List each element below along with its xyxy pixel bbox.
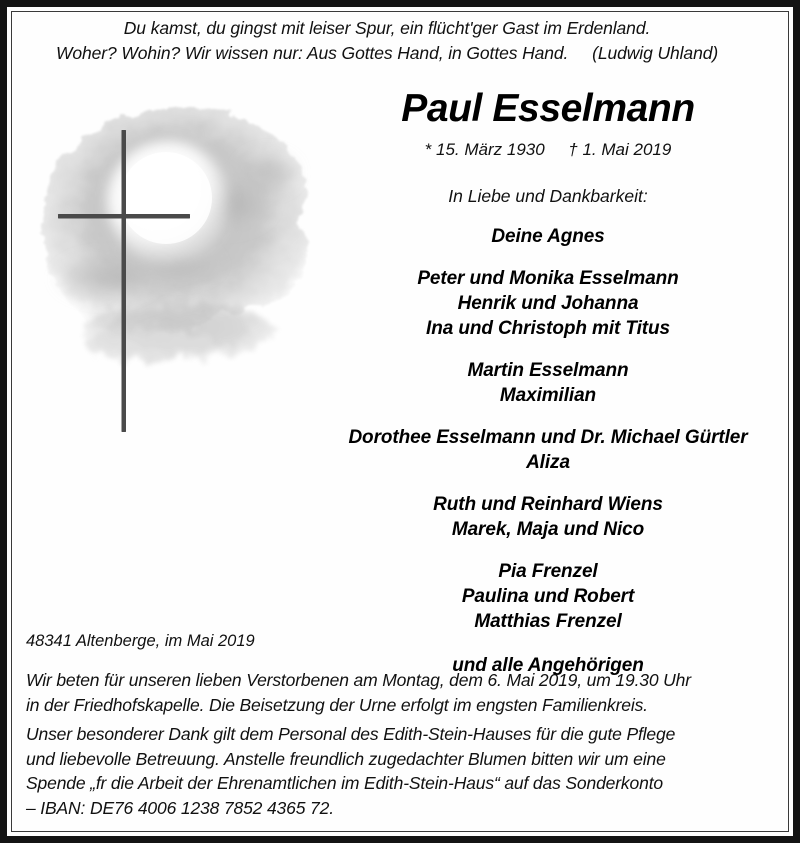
thanks-line-2: und liebevolle Betreuung. Anstelle freundlich zugedachter Blumen bitten wir um eine — [26, 748, 666, 769]
family-member-name: Martin Esselmann — [467, 360, 629, 381]
place-and-date-line: 48341 Altenberge, im Mai 2019 — [26, 632, 255, 650]
family-member-name: Peter und Monika Esselmann — [417, 268, 679, 289]
deceased-name: Paul Esselmann — [401, 87, 695, 130]
thanks-and-donation-paragraph — [26, 722, 758, 820]
moon-core — [120, 152, 212, 244]
life-dates: * 15. März 1930 † 1. Mai 2019 — [424, 140, 672, 159]
family-member-name: Maximilian — [499, 385, 597, 406]
family-member-name: Pia Frenzel — [498, 561, 598, 582]
cross-over-cloud-icon — [28, 82, 328, 462]
memorial-main-column — [322, 86, 774, 678]
family-member-name: Marek, Maja und Nico — [451, 519, 645, 540]
service-details-paragraph — [26, 668, 758, 717]
family-group — [322, 559, 774, 634]
family-group — [322, 266, 774, 341]
thanks-line-3: Spende „fr die Arbeit der Ehrenamtlichen im Edith-Stein-Haus“ auf das Sonderkonto — [26, 773, 663, 793]
closing-line: und alle Angehörigen — [452, 655, 644, 676]
family-member-name: Henrik und Johanna — [457, 293, 639, 314]
family-group — [322, 425, 774, 475]
family-member-name: Matthias Frenzel — [474, 611, 622, 632]
service-line-1: Wir beten für unseren lieben Verstorbenen am Montag, dem 6. Mai 2019, um 19.30 Uhr — [26, 670, 691, 690]
family-group — [322, 492, 774, 542]
verse-line-2: Woher? Wohin? Wir wissen nur: Aus Gottes Hand, in Gottes Hand. (Ludwig Uhland) — [55, 43, 719, 63]
family-member-name: Dorothee Esselmann und Dr. Michael Gürtler — [348, 427, 748, 448]
dedication-line: In Liebe und Dankbarkeit: — [448, 186, 648, 206]
cloud-lower-wash — [82, 300, 274, 361]
family-member-name: Ruth und Reinhard Wiens — [433, 494, 663, 515]
memorial-verse — [0, 16, 774, 66]
family-group — [322, 224, 774, 249]
service-line-2: in der Friedhofskapelle. Die Beisetzung der Urne erfolgt im engsten Familienkreis. — [26, 694, 648, 715]
family-member-name: Ina und Christoph mit Titus — [426, 318, 670, 339]
family-member-name: Aliza — [526, 452, 570, 473]
family-member-name: Deine Agnes — [491, 226, 605, 247]
family-member-name: Paulina und Robert — [461, 586, 635, 607]
thanks-line-1: Unser besonderer Dank gilt dem Personal des Edith-Stein-Hauses für die gute Pflege — [26, 724, 676, 744]
verse-line-1: Du kamst, du gingst mit leiser Spur, ein flücht'ger Gast im Erdenland. — [123, 18, 651, 38]
family-group — [322, 358, 774, 408]
iban-line: – IBAN: DE76 4006 1238 7852 4365 72. — [26, 797, 334, 818]
